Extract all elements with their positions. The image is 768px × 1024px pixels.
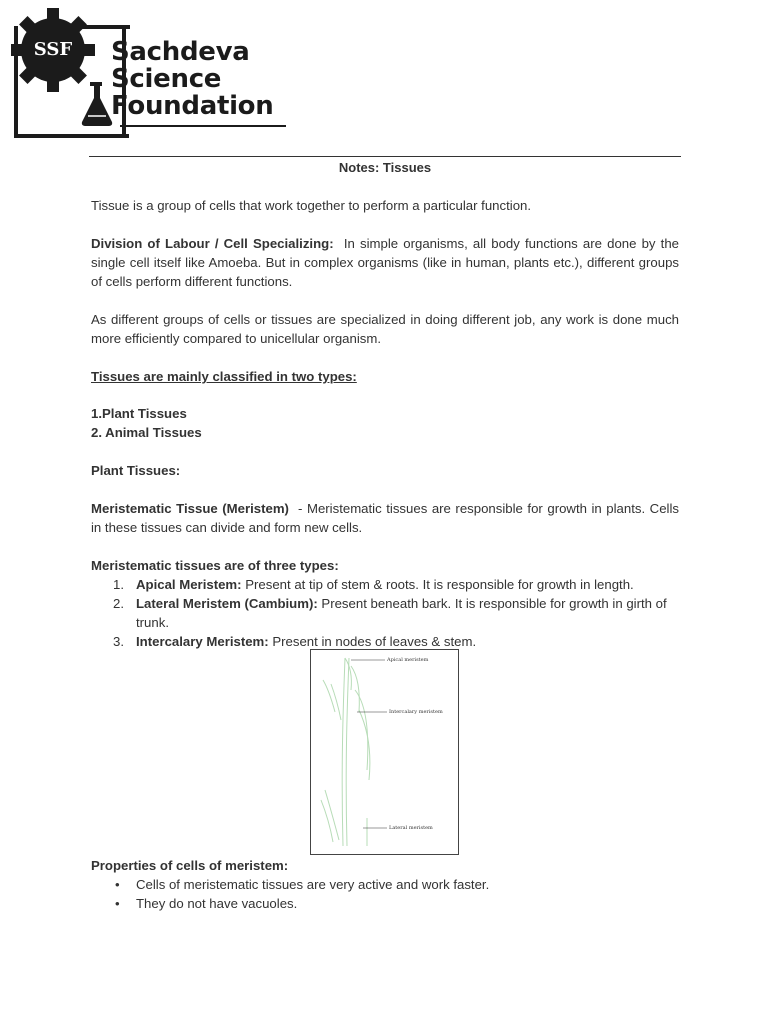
logo-badge-text: SSF xyxy=(33,39,73,60)
list-term: Lateral Meristem (Cambium): xyxy=(136,596,318,611)
intercalary-label: Intercalary meristem xyxy=(389,709,443,715)
list-text: Present at tip of stem & roots. It is responsible for growth in length. xyxy=(245,577,634,592)
list-number: 1. xyxy=(113,577,124,592)
header-rule xyxy=(89,156,681,157)
meristem-heading: Meristematic Tissue (Meristem) xyxy=(91,501,289,516)
bullet-icon: • xyxy=(115,877,120,892)
logo-underline xyxy=(120,125,286,127)
list-text: Cells of meristematic tissues are very active and work faster. xyxy=(136,877,490,892)
list-term: Apical Meristem: xyxy=(136,577,242,592)
meristem-types-heading: Meristematic tissues are of three types: xyxy=(91,558,339,573)
list-term: Intercalary Meristem: xyxy=(136,634,269,649)
plant-sketch xyxy=(311,650,458,854)
meristem-text: - Meristematic tissues are responsible for growth in plants. Cells in these tissues can divide and form new cells. xyxy=(91,501,679,535)
division-paragraph xyxy=(91,234,679,291)
lateral-label: Lateral meristem xyxy=(389,825,433,831)
type-plant: 1.Plant Tissues xyxy=(91,406,187,421)
list-text: Present in nodes of leaves & stem. xyxy=(272,634,477,649)
list-number: 3. xyxy=(113,634,124,649)
logo-frame-bottom xyxy=(14,134,129,138)
list-text: They do not have vacuoles. xyxy=(136,896,298,911)
list-number: 2. xyxy=(113,596,124,611)
plant-tissues-heading: Plant Tissues: xyxy=(91,463,181,478)
page-title: Notes: Tissues xyxy=(338,160,432,175)
logo-line-3: Foundation xyxy=(111,91,274,121)
logo-line-2: Science xyxy=(111,64,222,94)
meristem-paragraph xyxy=(91,499,679,537)
logo-wordmark xyxy=(111,39,273,120)
properties-heading: Properties of cells of meristem: xyxy=(91,858,289,873)
logo-frame-top xyxy=(66,25,130,29)
type-animal: 2. Animal Tissues xyxy=(91,425,202,440)
apical-label: Apical meristem xyxy=(387,657,429,663)
classification-heading-text: Tissues are mainly classified in two types: xyxy=(91,369,357,384)
division-text: In simple organisms, all body functions are done by the single cell itself like Amoeba. But in complex organisms (like in human, plants etc.), different groups of cells perform different functions. xyxy=(91,236,679,289)
division-heading: Division of Labour / Cell Specializing: xyxy=(91,236,334,251)
classification-heading xyxy=(91,367,679,386)
ssf-logo xyxy=(8,6,288,138)
bullet-icon: • xyxy=(115,896,120,911)
intro-paragraph: Tissue is a group of cells that work together to perform a particular function. xyxy=(91,198,532,213)
list-text: Present beneath bark. It is responsible for growth in girth of trunk. xyxy=(136,596,667,630)
logo-line-1: Sachdeva xyxy=(111,37,250,67)
efficiency-paragraph: As different groups of cells or tissues are specialized in doing different job, any work is done much more efficiently compared to unicellular organism. xyxy=(91,312,679,346)
meristem-diagram xyxy=(310,649,459,855)
